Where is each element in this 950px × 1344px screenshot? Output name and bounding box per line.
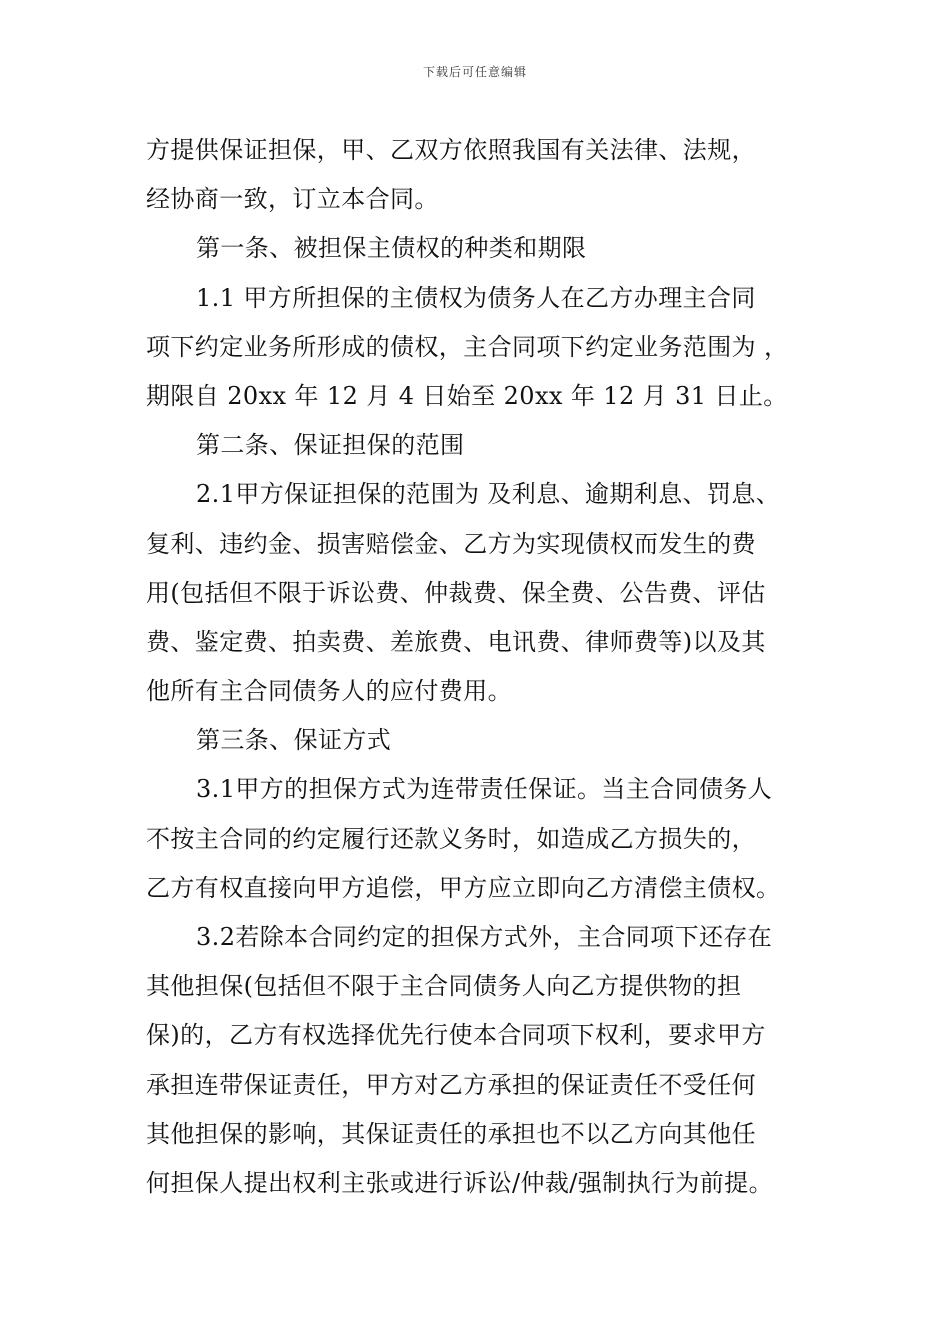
text-line: 何担保人提出权利主张或进行诉讼/仲裁/强制执行为前提。 — [146, 1168, 773, 1197]
text-line: 方提供保证担保，甲、乙双方依照我国有关法律、法规， — [146, 136, 756, 164]
text-line: 项下约定业务所形成的债权，主合同项下约定业务范围为 ， — [146, 332, 789, 361]
text-line: 保)的，乙方有权选择优先行使本合同项下权利，要求甲方 — [146, 1021, 766, 1050]
text-line: 1.1 甲方所担保的主债权为债务人在乙方办理主合同 — [196, 283, 756, 312]
header-note: 下载后可任意编辑 — [422, 65, 527, 79]
text-line: 复利、违约金、损害赔偿金、乙方为实现债权而发生的费 — [146, 529, 756, 558]
text-line: 第二条、保证担保的范围 — [196, 431, 465, 460]
text-line: 用(包括但不限于诉讼费、仲裁费、保全费、公告费、评估 — [146, 578, 766, 607]
text-line: 他所有主合同债务人的应付费用。 — [146, 677, 512, 706]
text-line: 其他担保的影响，其保证责任的承担也不以乙方向其他任 — [146, 1119, 756, 1148]
contract-body — [146, 126, 836, 1208]
text-line: 3.1甲方的担保方式为连带责任保证。当主合同债务人 — [196, 775, 773, 804]
text-line: 3.2若除本合同约定的担保方式外，主合同项下还存在 — [196, 923, 773, 951]
text-line: 2.1甲方保证担保的范围为 及利息、逾期利息、罚息、 — [196, 480, 781, 509]
text-line: 其他担保(包括但不限于主合同债务人向乙方提供物的担 — [146, 972, 742, 1001]
text-line: 期限自 20xx 年 12 月 4 日始至 20xx 年 12 月 31 日止。 — [146, 381, 788, 410]
text-line: 不按主合同的约定履行还款义务时，如造成乙方损失的， — [146, 824, 756, 853]
text-line: 承担连带保证责任，甲方对乙方承担的保证责任不受任何 — [146, 1070, 756, 1099]
text-line: 经协商一致，订立本合同。 — [146, 185, 439, 214]
text-line: 第一条、被担保主债权的种类和期限 — [196, 234, 587, 263]
text-line: 第三条、保证方式 — [196, 726, 392, 755]
text-line: 费、鉴定费、拍卖费、差旅费、电讯费、律师费等)以及其 — [146, 627, 766, 656]
text-line: 乙方有权直接向甲方追偿，甲方应立即向乙方清偿主债权。 — [146, 873, 781, 902]
